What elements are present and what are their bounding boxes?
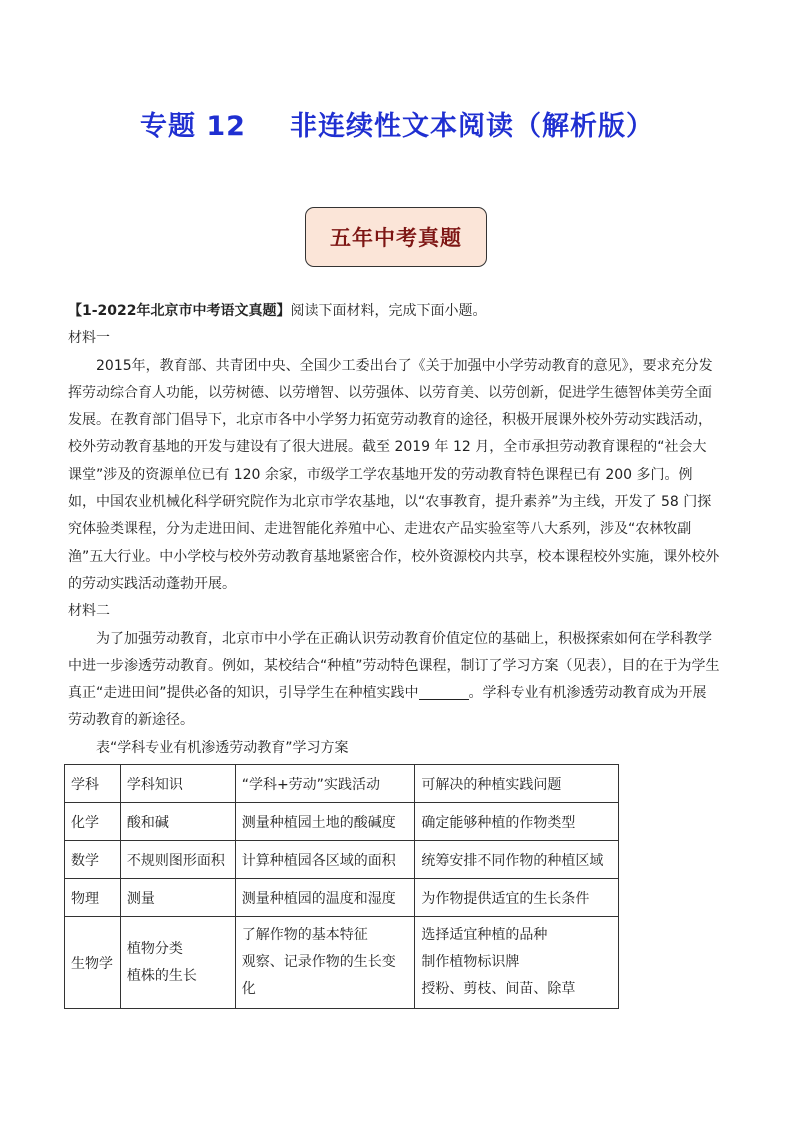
cell-line: 了解作物的基本特征: [241, 927, 368, 943]
cell-knowledge: 酸和碱: [120, 803, 235, 841]
material2-text: [68, 626, 720, 735]
study-plan-table: [64, 764, 619, 1009]
material2-text-after: 。学科专业有机渗透劳动教育成为开展劳动教育的新途径。: [68, 685, 707, 729]
table-row: [65, 841, 619, 879]
cell-line: 观察、记录作物的生长变化: [241, 954, 396, 997]
cell-activity: 计算种植园各区域的面积: [235, 841, 415, 879]
cell-problems: 为作物提供适宜的生长条件: [415, 879, 619, 917]
question-source: 【1-2022年北京市中考语文真题】: [68, 303, 291, 319]
table-row: [65, 803, 619, 841]
table-row: [65, 917, 619, 1009]
cell-subject: 物理: [65, 879, 121, 917]
cell-subject: 化学: [65, 803, 121, 841]
section-label-box: 五年中考真题: [305, 207, 487, 267]
material1-label: 材料一: [68, 330, 110, 347]
cell-subject: 生物学: [65, 917, 121, 1009]
cell-knowledge: [120, 917, 235, 1009]
title-text: 非连续性文本阅读（解析版）: [289, 111, 654, 142]
cell-problems: 确定能够种植的作物类型: [415, 803, 619, 841]
cell-line: 植物分类: [126, 940, 183, 957]
reading-content: [68, 298, 720, 762]
cell-problems: [415, 917, 619, 1009]
title-number: 专题 12: [140, 111, 246, 142]
page-title: [0, 104, 794, 143]
header-cell-subject: 学科: [65, 765, 121, 803]
cell-activity: [235, 917, 415, 1009]
cell-subject: 数学: [65, 841, 121, 879]
cell-knowledge: 不规则图形面积: [120, 841, 235, 879]
cell-problems: 统筹安排不同作物的种植区域: [415, 841, 619, 879]
answer-blank: [419, 683, 469, 700]
cell-line: 植株的生长: [126, 967, 197, 984]
cell-activity: 测量种植园的温度和湿度: [235, 879, 415, 917]
cell-line: 授粉、剪枝、间苗、除草: [421, 981, 576, 997]
cell-line: 制作植物标识牌: [421, 954, 520, 970]
cell-activity: 测量种植园土地的酸碱度: [235, 803, 415, 841]
material1-text: 2015年，教育部、共青团中央、全国少工委出台了《关于加强中小学劳动教育的意见》，要求充分发挥劳动综合育人功能，以劳树德、以劳增智、以劳强体、以劳育美、以劳创新，促进学生德智体美劳全面发展。在教育部门倡导下，北京市各中小学努力拓宽劳动教育的途径，积极开展课外校外劳动实践活动，校外劳动教育基地的开发与建设有了很大进展。截至 2019 年 12 月，全市承担劳动教育课程的“社会大课堂”涉及的资源单位已有 120 余家，市级学工学农基地开发的劳动教育特色课程已有 200 多门。例如，中国农业机械化科学研究院作为北京市学农基地，以“农事教育，提升素养”为主线，开发了 58 门探究体验类课程，分为走进田间、走进智能化养殖中心、走进农产品实验室等八大系列，涉及“农林牧副渔”五大行业。中小学校与校外劳动教育基地紧密合作，校外资源校内共享，校本课程校外实施，课外校外的劳动实践活动蓬勃开展。: [68, 357, 720, 592]
table-header-row: [65, 765, 619, 803]
table-row: [65, 879, 619, 917]
header-cell-activity: “学科+劳动”实践活动: [235, 765, 415, 803]
cell-knowledge: 测量: [120, 879, 235, 917]
material2-text-before: 为了加强劳动教育，北京市中小学在正确认识劳动教育价值定位的基础上，积极探索如何在学科教学中进一步渗透劳动教育。例如，某校结合“种植”劳动特色课程，制订了学习方案（见表），目的在于为学生真正“走进田间”提供必备的知识，引导学生在种植实践中: [68, 630, 720, 702]
question-instruction: 阅读下面材料，完成下面小题。: [290, 303, 487, 319]
header-cell-knowledge: 学科知识: [120, 765, 235, 803]
question-header: [68, 298, 720, 325]
material2-label: 材料二: [68, 603, 110, 620]
header-cell-problems: 可解决的种植实践问题: [415, 765, 619, 803]
table-caption: 表“学科专业有机渗透劳动教育”学习方案: [96, 739, 349, 756]
cell-line: 选择适宜种植的品种: [421, 927, 548, 943]
